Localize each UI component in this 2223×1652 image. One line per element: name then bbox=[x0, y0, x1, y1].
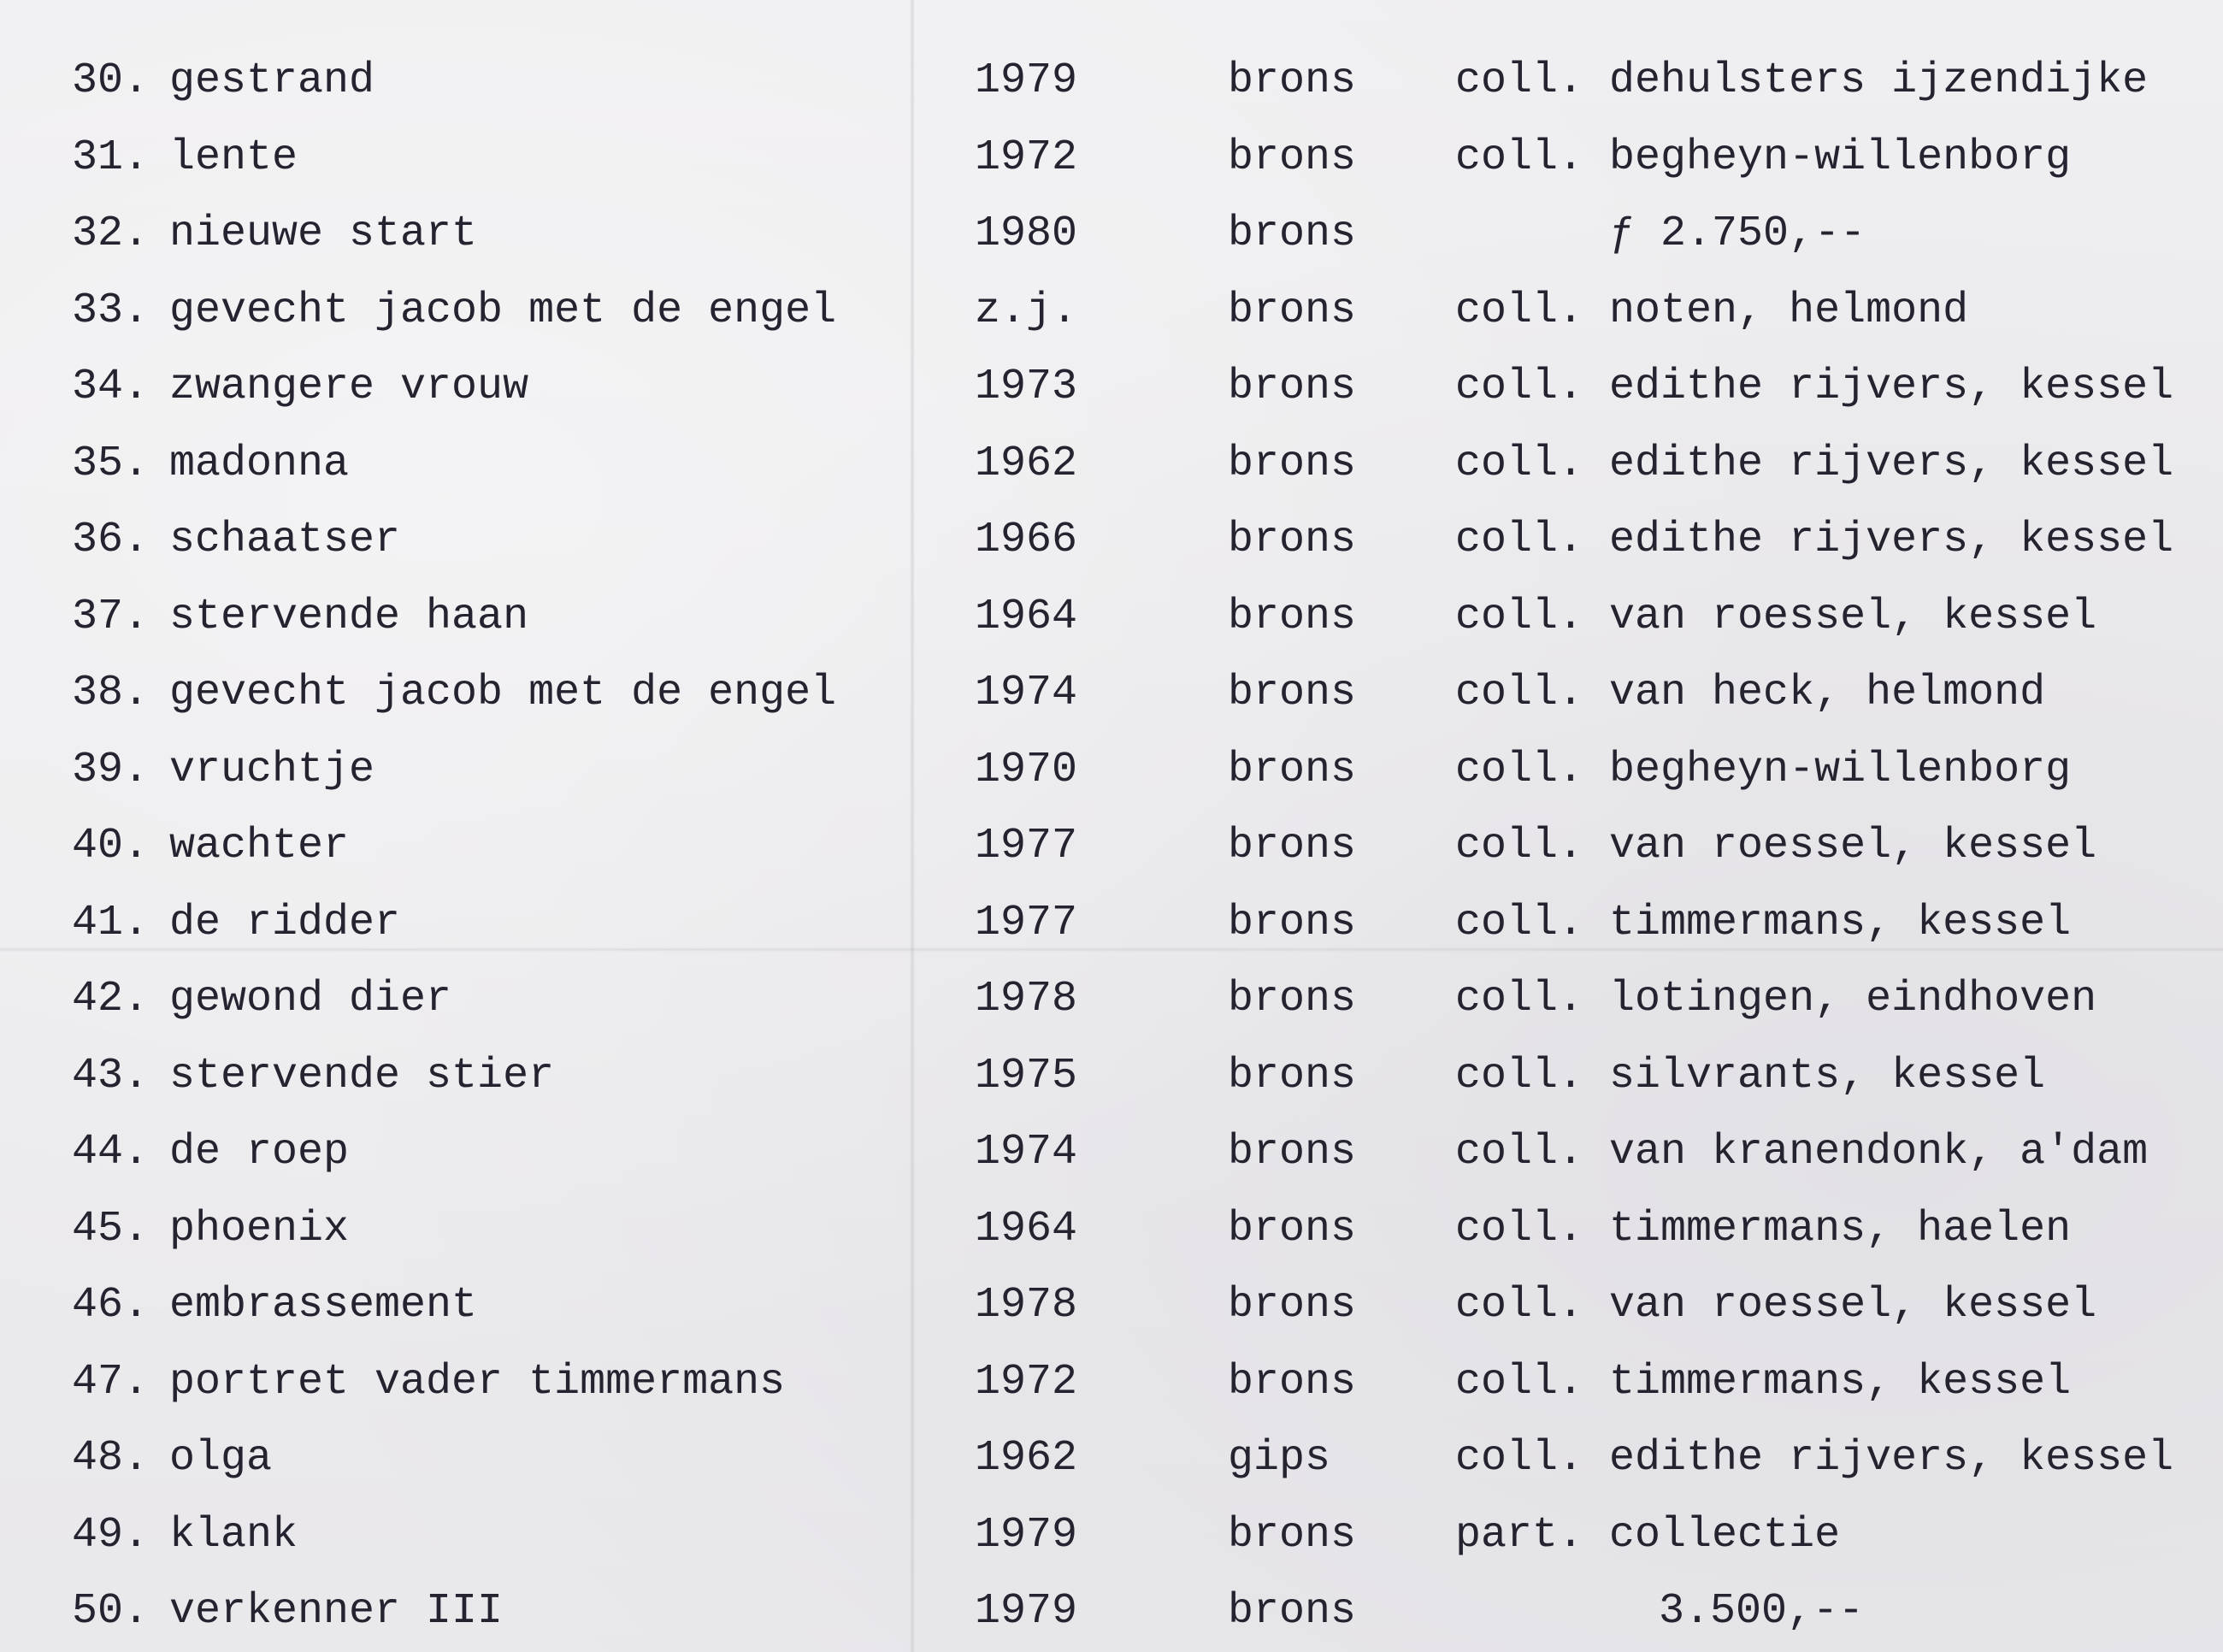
entry-material: brons bbox=[1228, 898, 1357, 947]
entry-collection: coll. edithe rijvers, kessel bbox=[1455, 439, 2174, 488]
entry-number: 37. bbox=[72, 592, 150, 641]
entry-title: nieuwe start bbox=[169, 209, 478, 258]
list-item bbox=[0, 1128, 2223, 1208]
entry-number: 31. bbox=[72, 133, 150, 182]
entry-number: 39. bbox=[72, 745, 150, 794]
entry-collection: coll. van kranendonk, a'dam bbox=[1455, 1128, 2149, 1177]
entry-collection: coll. dehulsters ijzendijke bbox=[1455, 56, 2149, 105]
entry-number: 30. bbox=[72, 56, 150, 105]
entry-number: 36. bbox=[72, 516, 150, 564]
entry-year: 1978 bbox=[975, 975, 1078, 1024]
entry-collection: coll. begheyn-willenborg bbox=[1455, 745, 2072, 794]
list-item bbox=[0, 363, 2223, 443]
entry-title: klank bbox=[169, 1510, 298, 1560]
entry-material: brons bbox=[1228, 56, 1357, 105]
entry-year: 1975 bbox=[975, 1051, 1078, 1100]
entry-number: 47. bbox=[72, 1357, 150, 1407]
entry-number: 49. bbox=[72, 1510, 150, 1560]
entry-year: 1966 bbox=[975, 516, 1078, 564]
entry-collection: coll. van roessel, kessel bbox=[1455, 592, 2097, 641]
entry-collection: coll. begheyn-willenborg bbox=[1455, 133, 2072, 182]
entry-price: 3.500,-- bbox=[1659, 1587, 1865, 1636]
entry-title: gewond dier bbox=[169, 975, 452, 1024]
entry-title: schaatser bbox=[169, 516, 401, 564]
entry-collection: coll. van heck, helmond bbox=[1455, 669, 2046, 717]
list-item bbox=[0, 1587, 2223, 1652]
list-item bbox=[0, 1434, 2223, 1514]
entry-number: 41. bbox=[72, 898, 150, 947]
entry-material: brons bbox=[1228, 745, 1357, 794]
list-item bbox=[0, 286, 2223, 367]
entry-title: verkenner III bbox=[169, 1587, 504, 1636]
entry-year: 1970 bbox=[975, 745, 1078, 794]
entry-material: brons bbox=[1228, 1128, 1357, 1177]
entry-year: 1973 bbox=[975, 363, 1078, 411]
list-item bbox=[0, 975, 2223, 1055]
entry-title: de roep bbox=[169, 1128, 350, 1177]
entry-collection: coll. timmermans, kessel bbox=[1455, 898, 2072, 947]
list-item bbox=[0, 669, 2223, 749]
entry-title: lente bbox=[169, 133, 298, 182]
list-item bbox=[0, 745, 2223, 826]
entry-material: brons bbox=[1228, 516, 1357, 564]
list-item bbox=[0, 822, 2223, 902]
entry-collection: coll. edithe rijvers, kessel bbox=[1455, 516, 2174, 564]
entry-material: brons bbox=[1228, 1510, 1357, 1560]
entry-material: brons bbox=[1228, 822, 1357, 870]
entry-collection: coll. lotingen, eindhoven bbox=[1455, 975, 2097, 1024]
list-item bbox=[0, 1510, 2223, 1591]
entry-collection: part. collectie bbox=[1455, 1510, 1841, 1560]
entry-title: gestrand bbox=[169, 56, 375, 105]
entry-year: 1972 bbox=[975, 1357, 1078, 1407]
entry-title: vruchtje bbox=[169, 745, 375, 794]
list-item bbox=[0, 56, 2223, 137]
entry-collection: coll. timmermans, haelen bbox=[1455, 1204, 2072, 1254]
entry-number: 44. bbox=[72, 1128, 150, 1177]
entry-number: 35. bbox=[72, 439, 150, 488]
entry-material: brons bbox=[1228, 1204, 1357, 1254]
entry-collection: coll. silvrants, kessel bbox=[1455, 1051, 2046, 1100]
entry-year: 1978 bbox=[975, 1281, 1078, 1330]
artwork-list bbox=[0, 56, 2223, 1652]
entry-year: 1964 bbox=[975, 592, 1078, 641]
entry-year: z.j. bbox=[975, 286, 1078, 335]
entry-title: wachter bbox=[169, 822, 350, 870]
entry-year: 1962 bbox=[975, 1434, 1078, 1483]
entry-year: 1962 bbox=[975, 439, 1078, 488]
entry-material: brons bbox=[1228, 133, 1357, 182]
entry-number: 32. bbox=[72, 209, 150, 258]
entry-title: stervende haan bbox=[169, 592, 529, 641]
entry-number: 43. bbox=[72, 1051, 150, 1100]
entry-material: brons bbox=[1228, 1281, 1357, 1330]
list-item bbox=[0, 1357, 2223, 1438]
entry-year: 1974 bbox=[975, 669, 1078, 717]
entry-title: zwangere vrouw bbox=[169, 363, 529, 411]
entry-collection: coll. edithe rijvers, kessel bbox=[1455, 363, 2174, 411]
entry-year: 1977 bbox=[975, 898, 1078, 947]
entry-number: 50. bbox=[72, 1587, 150, 1636]
entry-number: 46. bbox=[72, 1281, 150, 1330]
entry-title: olga bbox=[169, 1434, 273, 1483]
entry-number: 40. bbox=[72, 822, 150, 870]
entry-title: embrassement bbox=[169, 1281, 478, 1330]
entry-price: ƒ 2.750,-- bbox=[1609, 209, 1866, 258]
entry-material: brons bbox=[1228, 439, 1357, 488]
entry-material: brons bbox=[1228, 1587, 1357, 1636]
entry-collection: coll. van roessel, kessel bbox=[1455, 822, 2097, 870]
list-item bbox=[0, 592, 2223, 673]
entry-year: 1964 bbox=[975, 1204, 1078, 1254]
entry-number: 42. bbox=[72, 975, 150, 1024]
entry-material: gips bbox=[1228, 1434, 1331, 1483]
list-item bbox=[0, 209, 2223, 290]
list-item bbox=[0, 439, 2223, 520]
entry-collection: coll. van roessel, kessel bbox=[1455, 1281, 2097, 1330]
entry-material: brons bbox=[1228, 592, 1357, 641]
entry-year: 1977 bbox=[975, 822, 1078, 870]
entry-number: 45. bbox=[72, 1204, 150, 1254]
entry-year: 1979 bbox=[975, 1587, 1078, 1636]
entry-year: 1980 bbox=[975, 209, 1078, 258]
entry-material: brons bbox=[1228, 363, 1357, 411]
entry-title: de ridder bbox=[169, 898, 401, 947]
list-item bbox=[0, 898, 2223, 979]
entry-material: brons bbox=[1228, 1357, 1357, 1407]
list-item bbox=[0, 1051, 2223, 1132]
entry-number: 33. bbox=[72, 286, 150, 335]
entry-year: 1979 bbox=[975, 1510, 1078, 1560]
entry-collection: coll. timmermans, kessel bbox=[1455, 1357, 2072, 1407]
entry-title: stervende stier bbox=[169, 1051, 555, 1100]
entry-title: portret vader timmermans bbox=[169, 1357, 786, 1407]
entry-material: brons bbox=[1228, 209, 1357, 258]
entry-material: brons bbox=[1228, 669, 1357, 717]
entry-title: gevecht jacob met de engel bbox=[169, 669, 837, 717]
entry-year: 1979 bbox=[975, 56, 1078, 105]
entry-material: brons bbox=[1228, 1051, 1357, 1100]
entry-number: 48. bbox=[72, 1434, 150, 1483]
entry-title: madonna bbox=[169, 439, 350, 488]
entry-title: phoenix bbox=[169, 1204, 350, 1254]
entry-material: brons bbox=[1228, 975, 1357, 1024]
list-item bbox=[0, 1281, 2223, 1361]
entry-year: 1972 bbox=[975, 133, 1078, 182]
entry-number: 38. bbox=[72, 669, 150, 717]
list-item bbox=[0, 516, 2223, 596]
entry-material: brons bbox=[1228, 286, 1357, 335]
entry-number: 34. bbox=[72, 363, 150, 411]
list-item bbox=[0, 1204, 2223, 1285]
entry-collection: coll. noten, helmond bbox=[1455, 286, 1969, 335]
entry-year: 1974 bbox=[975, 1128, 1078, 1177]
list-item bbox=[0, 133, 2223, 214]
entry-title: gevecht jacob met de engel bbox=[169, 286, 837, 335]
entry-collection: coll. edithe rijvers, kessel bbox=[1455, 1434, 2174, 1483]
